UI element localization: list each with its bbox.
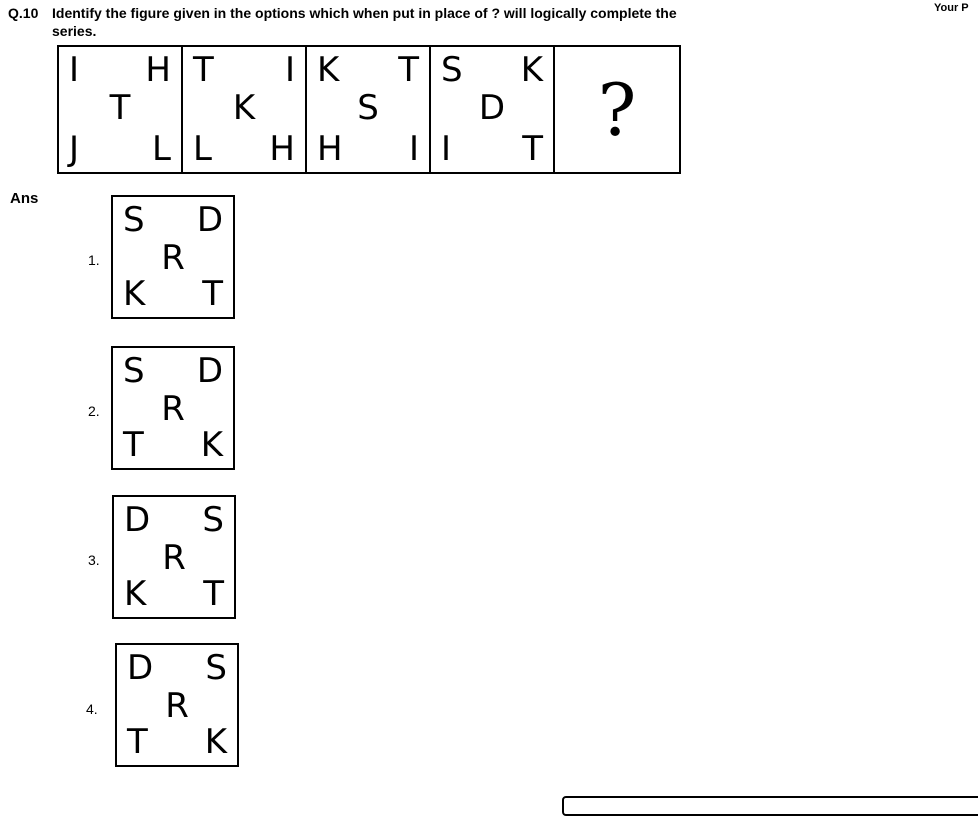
series-1-top-right: H xyxy=(145,50,171,90)
question-mark: ? xyxy=(597,67,637,152)
series-4-top-left: S xyxy=(441,50,463,90)
option-4-bottom-left: T xyxy=(127,722,148,762)
series-3-top-right: T xyxy=(398,50,419,90)
option-2-top-right: D xyxy=(196,351,223,391)
option-2-top-left: S xyxy=(123,351,145,391)
series-figures xyxy=(57,45,681,174)
series-3-center: S xyxy=(357,88,379,128)
series-4-top-right: K xyxy=(520,50,543,90)
series-1-center: T xyxy=(109,88,131,128)
series-cell-placeholder xyxy=(555,47,679,172)
option-4-bottom-right: K xyxy=(204,722,227,762)
option-4-top-right: S xyxy=(205,648,227,688)
series-1-bottom-right: L xyxy=(152,129,171,169)
answer-label: Ans xyxy=(10,190,39,207)
option-4-label: 4. xyxy=(86,701,98,717)
option-1-label: 1. xyxy=(88,252,100,268)
option-2-figure[interactable] xyxy=(111,346,235,470)
option-1-center: R xyxy=(161,238,185,278)
option-3-center: R xyxy=(162,538,186,578)
option-2-bottom-right: K xyxy=(200,425,223,465)
series-2-bottom-left: L xyxy=(193,129,212,169)
series-4-bottom-right: T xyxy=(522,129,543,169)
series-3-top-left: K xyxy=(317,50,340,90)
series-3-bottom-left: H xyxy=(317,129,343,169)
option-3-top-right: S xyxy=(202,500,224,540)
series-2-top-right: I xyxy=(284,50,295,90)
option-2-bottom-left: T xyxy=(123,425,144,465)
option-3-figure[interactable] xyxy=(112,495,236,619)
series-1-bottom-left: J xyxy=(69,129,80,169)
option-1-bottom-left: K xyxy=(123,274,146,314)
question-number: Q.10 xyxy=(8,5,39,21)
option-4-center: R xyxy=(165,686,189,726)
response-panel-edge xyxy=(562,796,978,816)
option-3-bottom-left: K xyxy=(124,574,147,614)
series-1-top-left: I xyxy=(69,50,80,90)
series-2-bottom-right: H xyxy=(269,129,295,169)
option-1-top-left: S xyxy=(123,200,145,240)
option-3-bottom-right: T xyxy=(203,574,224,614)
option-1-bottom-right: T xyxy=(202,274,223,314)
series-cell-3 xyxy=(307,47,431,172)
question-text: Identify the figure given in the options which when put in place of ? will logically complete the series. xyxy=(52,5,677,39)
series-cell-2 xyxy=(183,47,307,172)
option-3-label: 3. xyxy=(88,552,100,568)
option-3-top-left: D xyxy=(124,500,151,540)
option-2-label: 2. xyxy=(88,403,100,419)
option-4-top-left: D xyxy=(127,648,154,688)
series-cell-1 xyxy=(59,47,183,172)
option-1-top-right: D xyxy=(196,200,223,240)
option-2-center: R xyxy=(161,389,185,429)
series-3-bottom-right: I xyxy=(408,129,419,169)
series-2-top-left: T xyxy=(193,50,214,90)
series-4-center: D xyxy=(478,88,506,128)
corner-note: Your P xyxy=(934,2,969,14)
series-cell-4 xyxy=(431,47,555,172)
series-2-center: K xyxy=(232,88,256,128)
series-4-bottom-left: I xyxy=(441,129,452,169)
option-1-figure[interactable] xyxy=(111,195,235,319)
option-4-figure[interactable] xyxy=(115,643,239,767)
